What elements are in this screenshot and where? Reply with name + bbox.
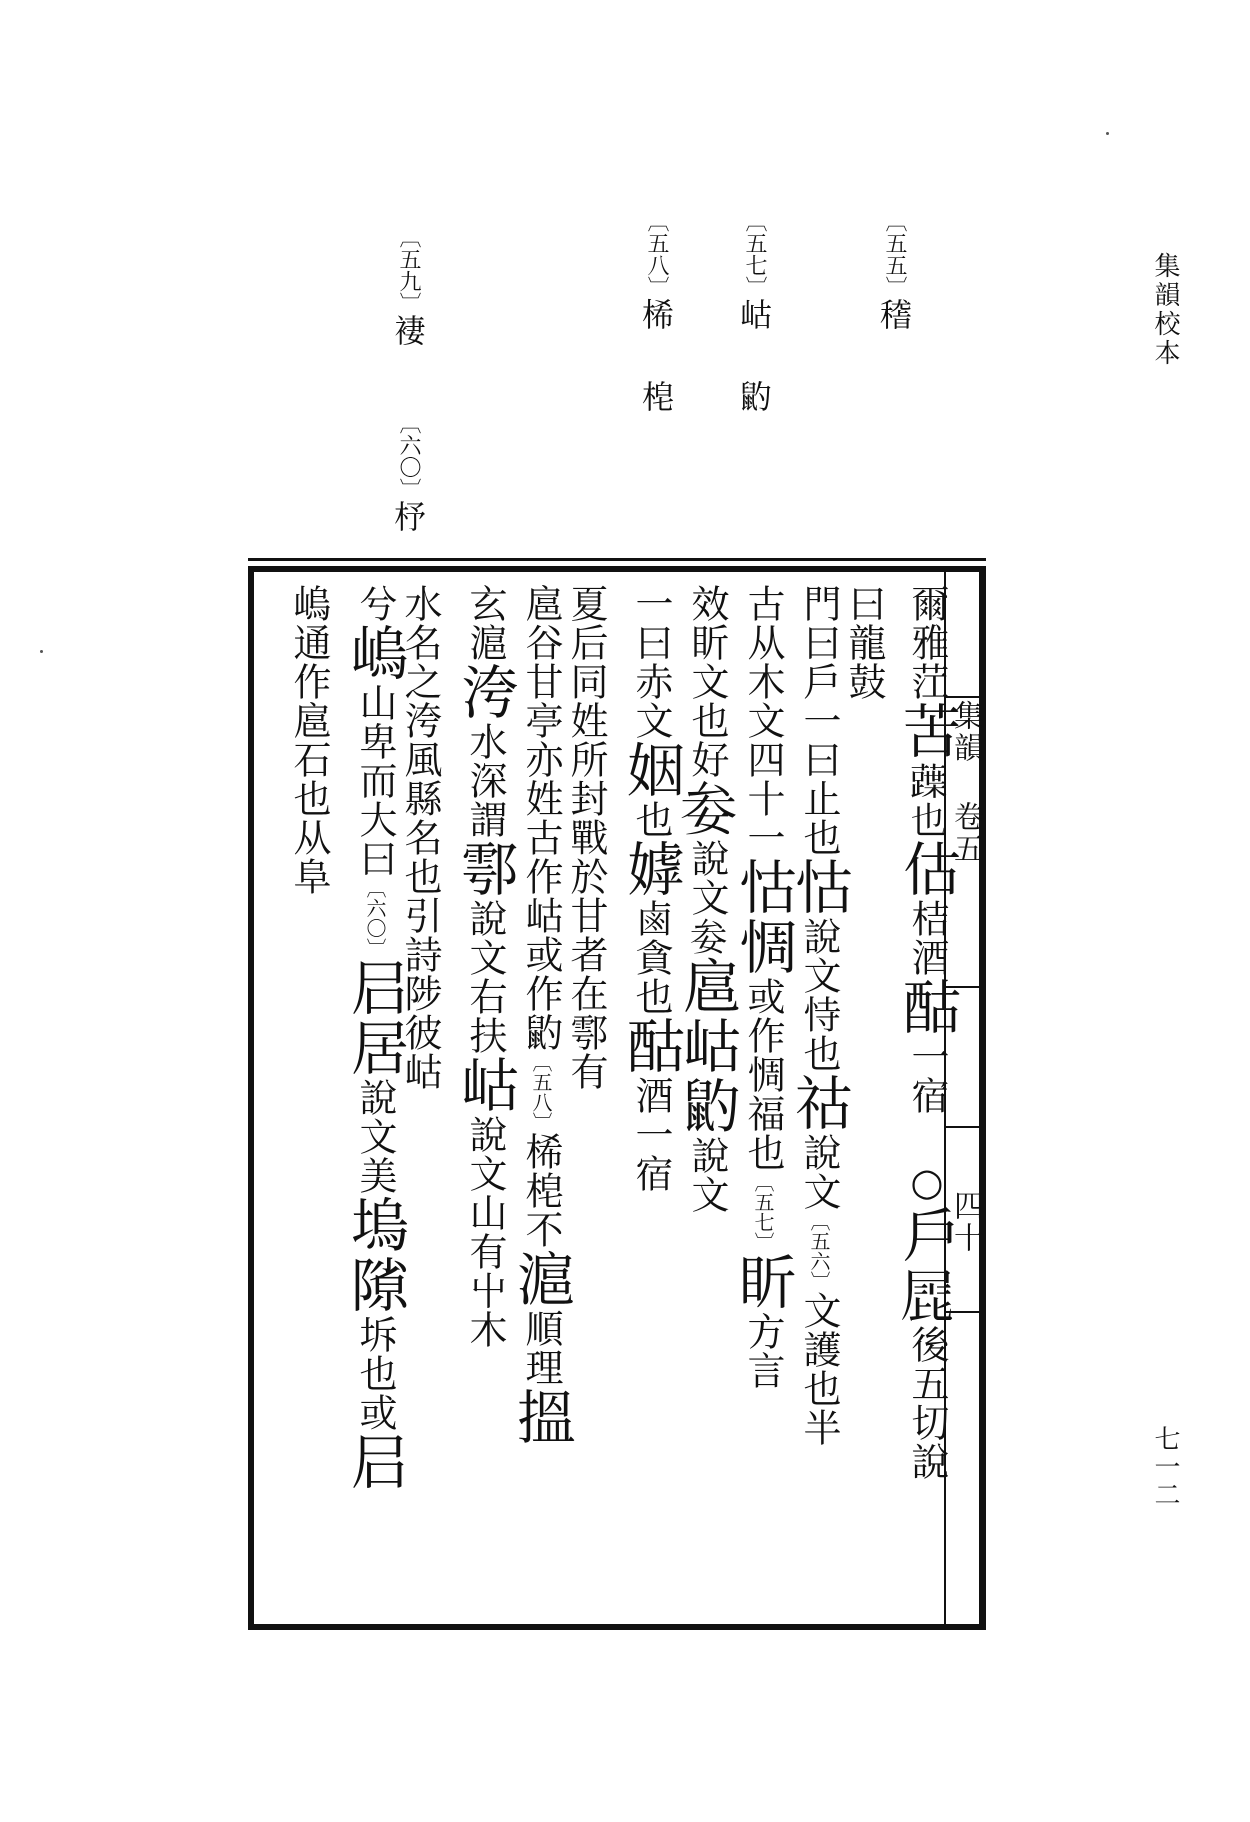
- text-column-3: [785, 584, 853, 1447]
- gloss-text: 說文: [797, 1133, 841, 1211]
- headword: 扈: [673, 956, 741, 1016]
- gloss-text: 也引詩陟彼岵: [398, 857, 442, 1091]
- gloss-text: 說文𡜀: [685, 839, 729, 956]
- gloss-text: 好: [685, 740, 729, 779]
- note-number: 〔五七〕: [742, 210, 767, 298]
- note-number: 〔六〇〕: [396, 412, 421, 500]
- note-text: 桸 梍: [637, 298, 675, 418]
- fold-leaf-number: 四十: [948, 1190, 983, 1254]
- gloss-text: 門曰戶一曰止也: [797, 584, 841, 857]
- collation-note-55: [875, 210, 913, 336]
- text-column-8: [507, 584, 575, 1447]
- headword: 岵: [451, 1055, 519, 1115]
- scan-speck: [1106, 132, 1109, 135]
- headword: 酤: [617, 1016, 685, 1076]
- headword: 怙: [785, 857, 853, 917]
- headword: 姻: [617, 740, 685, 800]
- gloss-text: 嵨通作扈: [287, 584, 331, 740]
- headword: 嵨: [341, 623, 409, 683]
- collation-note-58: [637, 210, 675, 418]
- headword: 祜: [785, 1073, 853, 1133]
- text-column-7: [564, 584, 608, 1091]
- scan-speck: [40, 650, 43, 653]
- gloss-text: 說文恃也: [797, 917, 841, 1073]
- note-number: 〔五八〕: [644, 210, 669, 298]
- gloss-text: 後五切說: [905, 1325, 949, 1481]
- text-column-12: [287, 584, 331, 896]
- note-text: 褄: [389, 314, 427, 352]
- note-number: 〔五九〕: [396, 226, 421, 314]
- gloss-text: 說文美: [353, 1078, 397, 1195]
- gloss-text: 𧀢也: [905, 761, 949, 839]
- gloss-text: 一曰赤文: [629, 584, 673, 740]
- text-column-1: [893, 584, 961, 1481]
- frame-bottom-rule: [248, 1624, 986, 1627]
- text-column-6: [617, 584, 685, 1193]
- text-column-11: [341, 584, 409, 1492]
- text-column-2: [842, 584, 886, 701]
- headword: 塢: [341, 1195, 409, 1255]
- headword: 惆: [729, 917, 797, 977]
- gloss-text: 古从木文四十一: [741, 584, 785, 857]
- headword: 戶: [893, 1205, 961, 1265]
- gloss-text: 桔酒: [905, 899, 949, 977]
- gloss-text: 兮: [353, 584, 397, 623]
- headword: 𡰪: [341, 958, 409, 1018]
- note-text: 岵 䶂: [735, 298, 773, 418]
- headword: 䶂: [673, 1076, 741, 1136]
- headword: 苦: [893, 701, 961, 761]
- note-number: 〔五五〕: [882, 210, 907, 298]
- page-number: 七一二: [1150, 1425, 1180, 1509]
- gloss-text: 从阜: [287, 818, 331, 896]
- collation-note-60: [389, 412, 427, 538]
- headword: 盺: [729, 1252, 797, 1312]
- gloss-text: 曰龍鼓: [842, 584, 886, 701]
- headword: 𡲩: [893, 1265, 961, 1325]
- gloss-text: 風縣名: [398, 740, 442, 857]
- gloss-text: 效盺文也: [685, 584, 729, 740]
- headword: 嫭: [617, 839, 685, 899]
- collation-note-57: [735, 210, 773, 418]
- gloss-text: 玄滬: [463, 584, 507, 662]
- gloss-text: 酒: [629, 1076, 673, 1115]
- frame-top-rule: [248, 558, 986, 561]
- gloss-text: 扈谷甘亭亦姓古作岵或作䶂: [519, 584, 563, 1052]
- gloss-text: 文護也半: [797, 1291, 841, 1447]
- text-column-5: [673, 584, 741, 1214]
- headword: 估: [893, 839, 961, 899]
- gloss-text: 之洿: [398, 662, 442, 740]
- headword: 滬: [507, 1249, 575, 1309]
- collation-marker: 〔五八〕: [529, 1052, 553, 1132]
- gloss-text: 說文山有屮木: [463, 1115, 507, 1349]
- gloss-text: 也: [629, 800, 673, 839]
- note-text: 𥡴: [875, 298, 913, 336]
- fold-title: 集韻 卷五: [948, 700, 983, 865]
- headword: 𡰪: [341, 1432, 409, 1492]
- gloss-text: 福也: [741, 1094, 785, 1172]
- headword: 居: [341, 1018, 409, 1078]
- collation-marker: 〔五七〕: [751, 1172, 775, 1252]
- gloss-text: 說文: [685, 1136, 729, 1214]
- headword: 岵: [673, 1016, 741, 1076]
- gloss-text: 石也: [287, 740, 331, 818]
- note-text: 杼: [389, 500, 427, 538]
- gloss-text: 鹵貪也: [629, 899, 673, 1016]
- gloss-text: 或作惆: [741, 977, 785, 1094]
- headword: 搵: [507, 1387, 575, 1447]
- headword: 洿: [451, 662, 519, 722]
- collation-marker: 〔六〇〕: [363, 878, 387, 958]
- gloss-text: 夏后同姓所封戰於甘者在鄠有: [564, 584, 608, 1091]
- headword: 𨻶: [341, 1255, 409, 1315]
- gloss-text: 水名: [398, 584, 442, 662]
- headword: 酤: [893, 977, 961, 1037]
- collation-note-59: [389, 226, 427, 352]
- text-column-9: [451, 584, 519, 1349]
- headword: 𡜀: [673, 779, 741, 839]
- gloss-text: 山卑而大曰: [353, 683, 397, 878]
- gloss-text: 說文右扶: [463, 899, 507, 1055]
- text-column-4: [729, 584, 797, 1390]
- headword: 怙: [729, 857, 797, 917]
- gloss-text: 桸梍不: [519, 1132, 563, 1249]
- gloss-text: 方言: [741, 1312, 785, 1390]
- gloss-text: 一宿 ○: [905, 1037, 949, 1205]
- gloss-text: 順理: [519, 1309, 563, 1387]
- gloss-text: 爾雅茳: [905, 584, 949, 701]
- headword: 鄠: [451, 839, 519, 899]
- gloss-text: 一宿: [629, 1115, 673, 1193]
- gloss-text: 水深謂: [463, 722, 507, 839]
- collation-marker: 〔五六〕: [807, 1211, 831, 1291]
- gloss-text: 坼也或: [353, 1315, 397, 1432]
- running-head: 集韻校本: [1150, 252, 1180, 368]
